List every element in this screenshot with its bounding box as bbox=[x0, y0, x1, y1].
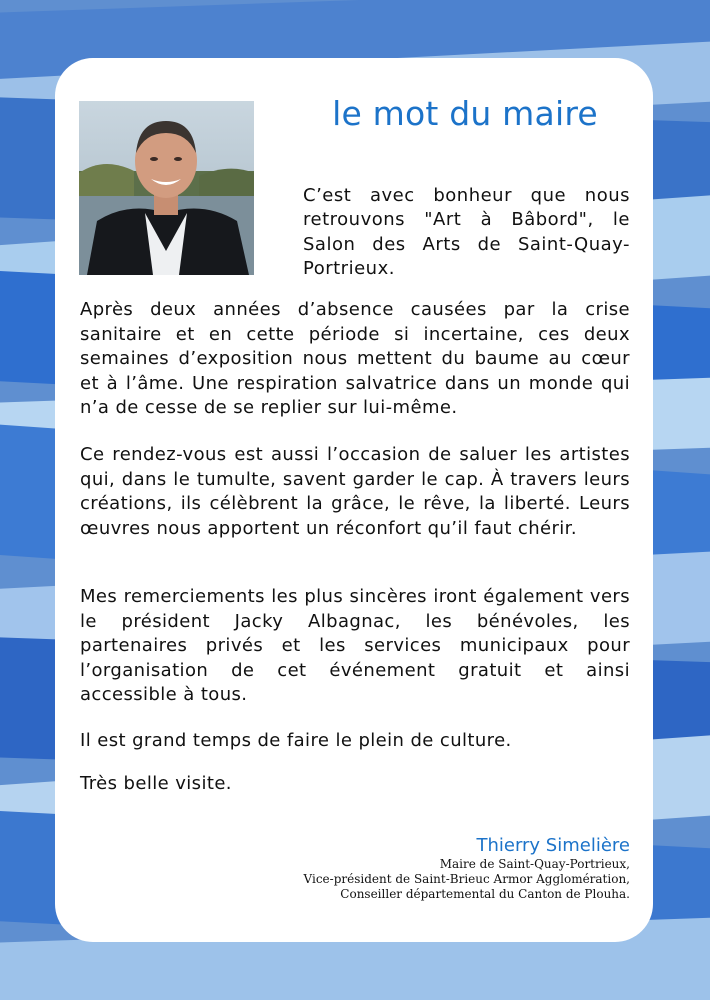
body-paragraph: Il est grand temps de faire le plein de culture. bbox=[80, 730, 512, 751]
intro-paragraph: C’est avec bonheur que nous retrouvons "Art à Bâbord", le Salon des Arts de Saint-Quay-Portrieux. bbox=[303, 185, 630, 280]
body-paragraph: Après deux années d’absence causées par la crise sanitaire et en cette période si incertaine, ces deux semaines d’exposition nous mettent du baume au cœur et à l’âme. Une respiration salvatrice dans un monde qui n’a de cesse de se replier sur lui-même. bbox=[80, 299, 630, 418]
body-paragraph: Ce rendez-vous est aussi l’occasion de saluer les artistes qui, dans le tumulte, savent garder le cap. À travers leurs créations, ils célèbrent la grâce, le rêve, la liberté. Leurs œuvres nous apportent un réconfort qu’il faut chérir. bbox=[80, 444, 630, 539]
mayor-portrait bbox=[79, 101, 254, 275]
body-paragraph: Mes remerciements les plus sincères iront également vers le président Jacky Albagnac, les bénévoles, les partenaires privés et les services municipaux pour l’organisation de cet événement gratuit et ainsi accessible à tous. bbox=[80, 586, 630, 705]
page-title: le mot du maire bbox=[332, 94, 598, 133]
signature-name: Thierry Simelière bbox=[476, 835, 630, 856]
closing-line: Très belle visite. bbox=[80, 773, 232, 794]
signature-title: Maire de Saint-Quay-Portrieux, bbox=[439, 857, 630, 871]
signature-title: Vice-président de Saint-Brieuc Armor Agglomération, bbox=[303, 872, 630, 886]
signature-title: Conseiller départemental du Canton de Plouha. bbox=[340, 887, 630, 901]
